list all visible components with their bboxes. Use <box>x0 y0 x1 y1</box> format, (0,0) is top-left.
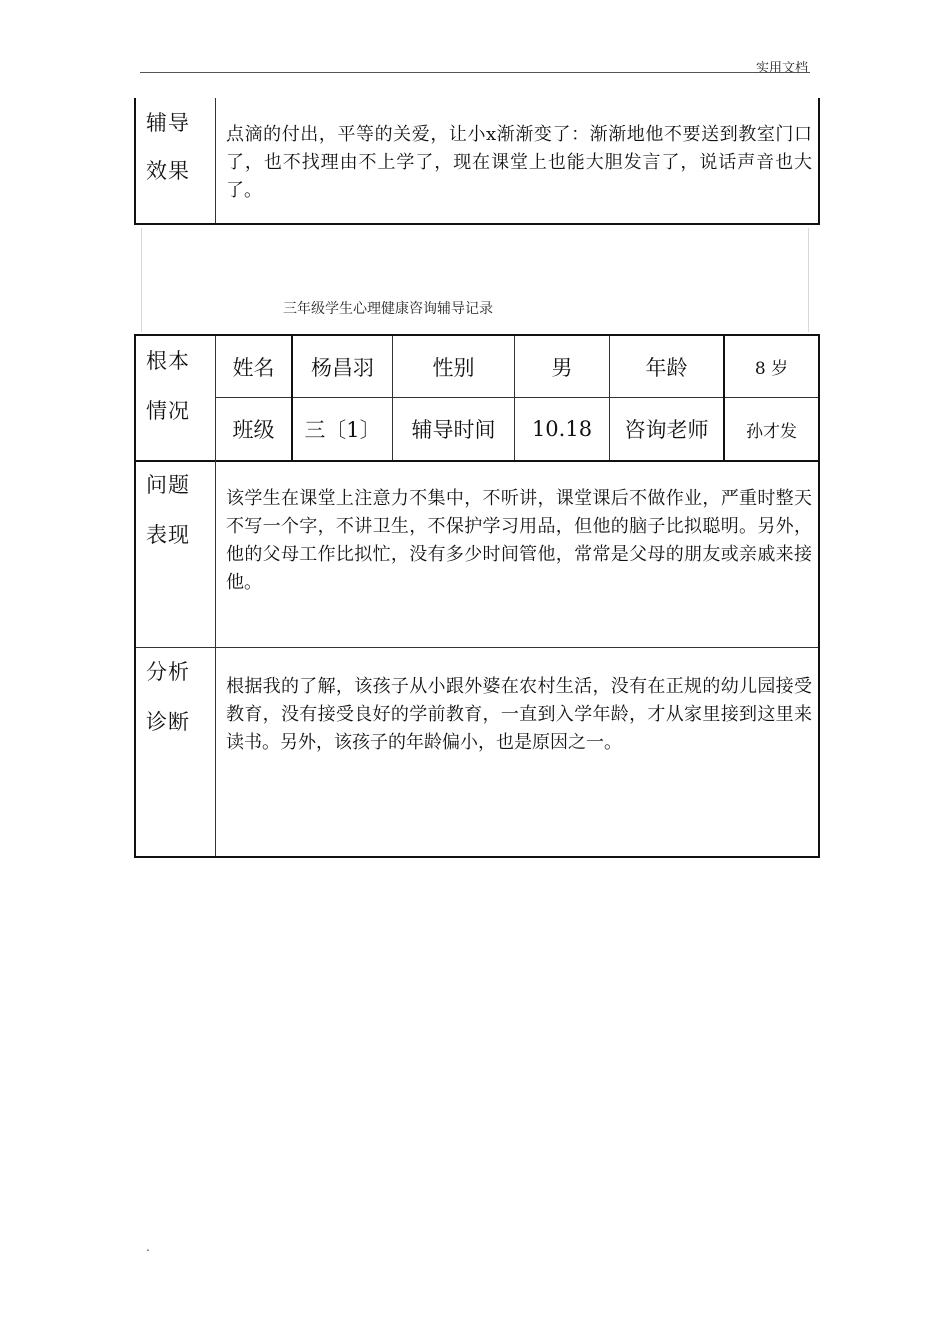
gender-label: 性别 <box>432 355 475 380</box>
record-table <box>134 334 820 858</box>
problem-content: 该学生在课堂上注意力不集中，不听讲，课堂课后不做作业，严重时整天不写一个字，不讲卫生，不保护学习用品，但他的脑子比拟聪明。另外，他的父母工作比拟忙，没有多少时间管他，常常是父母的朋友或亲戚来接他。 <box>226 488 812 593</box>
problem-label-line2: 表现 <box>146 523 190 547</box>
counseling-effect-table <box>134 98 820 225</box>
class-value: 三〔1〕 <box>304 418 381 442</box>
basic-label-line1: 根本 <box>146 349 190 373</box>
time-label: 辅导时间 <box>411 418 496 442</box>
effect-content: 点滴的付出，平等的关爱，让小x渐渐变了：渐渐地他不要送到教室门口了，也不找理由不上学了，现在课堂上也能大胆发言了，说话声音也大了。 <box>226 124 812 201</box>
row-divider-analysis <box>136 647 818 648</box>
column-divider <box>215 98 216 223</box>
problem-label-line1: 问题 <box>146 473 190 497</box>
gender-value: 男 <box>551 355 573 380</box>
time-value: 10.18 <box>531 417 593 441</box>
analysis-content: 根据我的了解，该孩子从小跟外婆在农村生活，没有在正规的幼儿园接受教育，没有接受良好的学前教育，一直到入学年龄，才从家里接到这里来读书。另外，该孩子的年龄偏小，也是原因之一。 <box>226 676 812 753</box>
age-value: 8 岁 <box>754 359 789 379</box>
faint-divider-left <box>141 228 142 332</box>
analysis-label-line1: 分析 <box>146 660 190 684</box>
faint-divider-right <box>808 228 809 332</box>
effect-label-line2: 效果 <box>146 159 190 183</box>
teacher-label: 咨询老师 <box>624 418 709 442</box>
effect-label-line1: 辅导 <box>146 111 190 135</box>
name-value: 杨昌羽 <box>311 355 374 380</box>
age-label: 年龄 <box>645 355 688 380</box>
analysis-label-line2: 诊断 <box>146 710 190 734</box>
header-rule <box>140 72 810 73</box>
row-divider-problem <box>136 460 818 462</box>
basic-label-line2: 情况 <box>146 399 190 423</box>
name-label: 姓名 <box>232 355 275 380</box>
class-label: 班级 <box>232 418 275 442</box>
teacher-value: 孙才发 <box>746 421 797 442</box>
form-title: 三年级学生心理健康咨询辅导记录 <box>283 301 493 317</box>
footer-mark: . <box>146 1240 150 1254</box>
header-doc-label: 实用文档 <box>755 61 808 76</box>
